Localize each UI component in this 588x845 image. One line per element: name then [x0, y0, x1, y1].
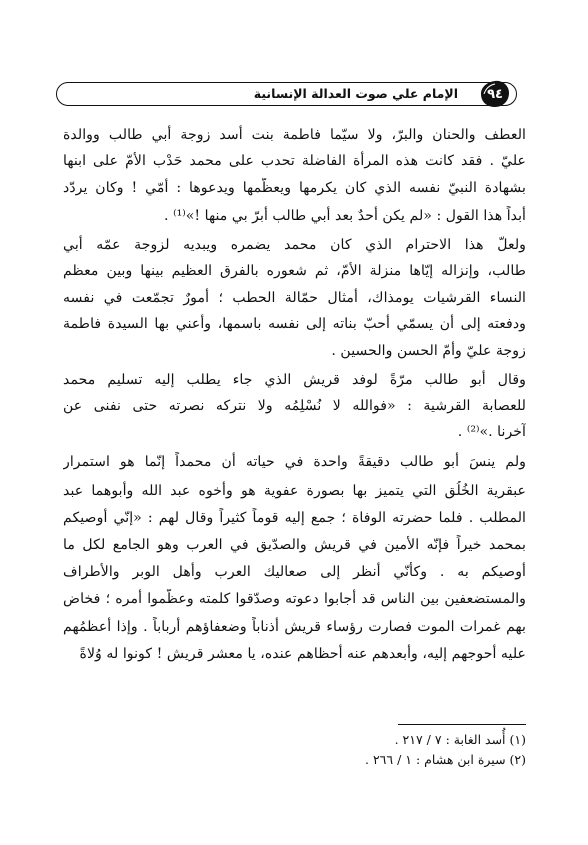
- body-line: النساء القرشيات يومذاك، أمثال حمّالة الحطب ؛ أُمورٌ تجمّعت في نفسه: [63, 290, 526, 306]
- body-line: طالب، وإنزاله إيّاها منزلة الأمّ، ثم شعوره بالفرق العظيم بينها وبين معظم: [63, 263, 526, 279]
- body-line: ولم ينسَ أبو طالب دقيقةً واحدة في حياته أن محمداً إنّما هو استمرار: [63, 454, 526, 470]
- footnote-divider: [398, 724, 526, 725]
- body-line: عليّ . فقد كانت هذه المرأة الفاضلة تحدب على محمد حَدْب الأمّ على ابنها: [63, 153, 526, 169]
- body-line: ولعلّ هذا الاحترام الذي كان محمد يضمره ويبديه لزوجة عمّه أبي: [63, 237, 526, 253]
- page-number-text: ٩٤: [487, 86, 503, 102]
- body-line: والمستضعفين بين الناس قد أجابوا دعوته وصدّقوا كلمته وعظّموا أمره ؛ فخاض: [63, 591, 526, 607]
- body-line: بشهادة النبيّ نفسه الذي كان يكرمها ويعظّمها ويدعوها : أُمّي ! وكان يردّد: [63, 180, 526, 196]
- body-line: عبقرية الخُلُق التي يتميز بها بصورة عفوية هو وأخوه عبد الله وأبوهما عبد: [63, 483, 526, 499]
- body-line: وقال أبو طالب مرّةً لوفد قريش الذي جاء يطلب إليه تسليم محمد: [63, 372, 526, 388]
- body-line: بهم غمرات الموت فصارت رؤساء قريش أذناباً وضعفاؤهم أرباباً . وإذا أعظمُهم: [63, 619, 526, 635]
- body-line: زوجة عليّ وأمّ الحسن والحسين .: [331, 343, 526, 359]
- footnote: (١) أُسد الغابة : ٧ / ٢١٧ .: [394, 732, 526, 747]
- body-line: للعصابة القرشية : «فوالله لا نُسْلِمُه ولا نتركه نصرته حتى نفنى عن: [63, 398, 526, 414]
- body-line: العطف والحنان والبرّ، ولا سيّما فاطمة بنت أسد زوجة أبي طالب ووالدة: [63, 127, 526, 143]
- body-line: عليه أحوجهم إليه، وأبعدهم عنه أحظاهم عنده، يا معشر قريش ! كونوا له وُلاةً: [79, 646, 526, 662]
- body-line: ودفعته إلى أن يسمّي أحبّ بناته إلى نفسه باسمها، وأعني بها السيدة فاطمة: [63, 316, 526, 332]
- body-line: المطلب . فلما حضرته الوفاة ؛ جمع إليه قوماً كثيراً وقال لهم : «إنّي أُوصيكم: [63, 510, 526, 526]
- running-header: [56, 82, 517, 106]
- footnote: (٢) سيرة ابن هشام : ١ / ٢٦٦ .: [364, 752, 526, 767]
- body-line: أبداً هذا القول : «لم يكن أحدٌ بعد أبي طالب أبرّ بي منها !»⁽¹⁾ .: [164, 208, 526, 224]
- header-title: الإمام علي صوت العدالة الإنسانية: [253, 86, 458, 101]
- body-line: آخرنا .»⁽²⁾ .: [457, 424, 526, 440]
- page-number-badge: [480, 80, 510, 108]
- body-line: أُوصيكم به . وكأنّي أنظر إلى صعاليك العرب وأهل الوبر والأطراف: [63, 564, 526, 580]
- body-line: بمحمد خيراً فإنّه الأمين في قريش والصدّيق في العرب وهو الجامع لكل ما: [63, 537, 526, 553]
